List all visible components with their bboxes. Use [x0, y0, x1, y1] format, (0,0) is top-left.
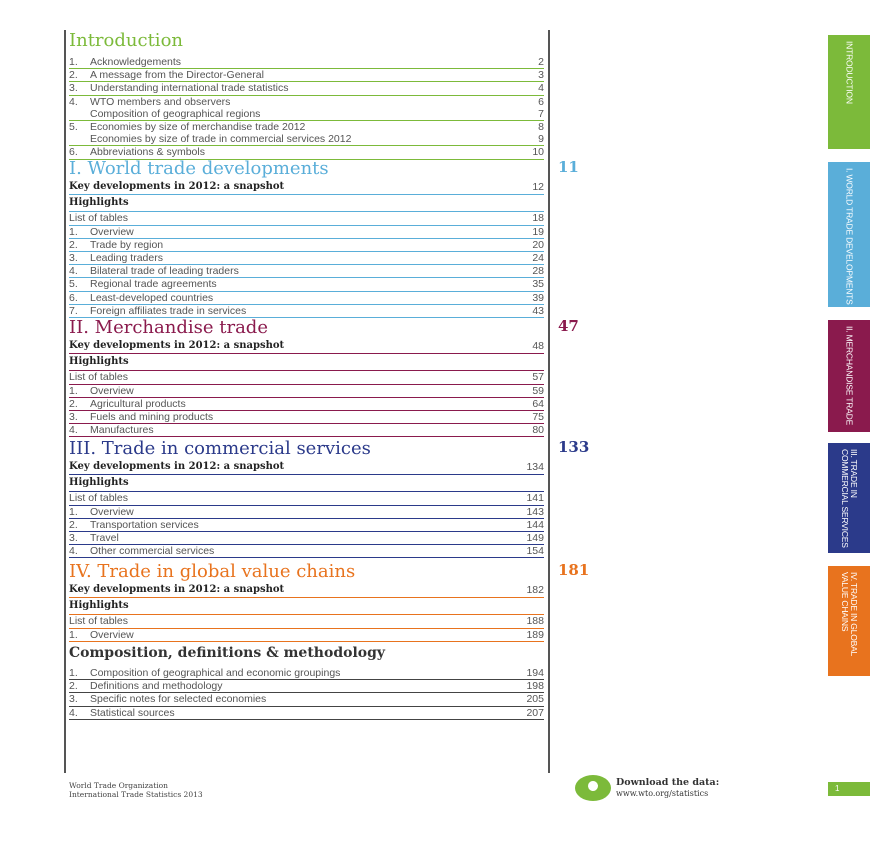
- entry-label: Key developments in 2012: a snapshot: [69, 181, 285, 192]
- toc-entry[interactable]: [69, 492, 544, 505]
- toc-entry[interactable]: [69, 69, 544, 82]
- entry-page: 189: [526, 628, 544, 641]
- entry-page: 154: [526, 545, 544, 558]
- entry-label: Agricultural products: [90, 397, 186, 410]
- entry-number: 3.: [69, 82, 78, 95]
- entry-label: List of tables: [69, 492, 128, 505]
- entry-page: 18: [532, 212, 544, 225]
- toc-entry[interactable]: [69, 385, 544, 398]
- entry-page: 144: [526, 518, 544, 531]
- toc-entry[interactable]: [69, 371, 544, 384]
- entry-label: List of tables: [69, 212, 128, 225]
- toc-entry[interactable]: [69, 339, 544, 354]
- toc-entry[interactable]: [69, 96, 544, 108]
- toc-entry[interactable]: [69, 693, 544, 706]
- tab-label: III. TRADE IN COMMERCIAL SERVICES: [840, 449, 859, 548]
- entry-label: Overview: [90, 505, 134, 518]
- entry-page: 194: [526, 667, 544, 679]
- entry-number: 4.: [69, 545, 78, 558]
- footer-org: World Trade Organization: [69, 781, 168, 790]
- tab-introduction[interactable]: [828, 35, 870, 149]
- entry-number: 1.: [69, 225, 78, 238]
- entry-page: 43: [532, 304, 544, 317]
- toc-entry[interactable]: [69, 226, 544, 239]
- toc-entry[interactable]: [69, 545, 544, 558]
- entry-number: 5.: [69, 121, 78, 134]
- entry-page: 149: [526, 532, 544, 545]
- entry-number: 2.: [69, 238, 78, 251]
- entry-number: 4.: [69, 424, 78, 437]
- entry-page: 2: [538, 56, 544, 68]
- entry-label: Specific notes for selected economies: [90, 693, 267, 706]
- toc-entry[interactable]: [69, 265, 544, 278]
- entry-number: 1.: [69, 628, 78, 641]
- section-world-trade: [69, 158, 579, 318]
- entry-label: Composition of geographical and economic groupings: [90, 667, 341, 679]
- section-page: 133: [558, 438, 590, 456]
- tab-global-value-chains[interactable]: [828, 566, 870, 676]
- entry-label: Key developments in 2012: a snapshot: [69, 584, 285, 595]
- section-title: I. World trade developments: [69, 158, 329, 179]
- entry-page: 6: [538, 95, 544, 108]
- toc-entry[interactable]: [69, 133, 544, 146]
- entry-page: 9: [538, 133, 544, 146]
- highlights-heading[interactable]: [69, 598, 544, 615]
- entry-label: Definitions and methodology: [90, 680, 223, 693]
- toc-entry[interactable]: [69, 629, 544, 642]
- entry-number: 2.: [69, 69, 78, 82]
- entry-page: 134: [526, 461, 544, 473]
- footer-publication-title: International Trade Statistics 2013: [69, 790, 203, 799]
- entry-page: 19: [532, 225, 544, 238]
- entry-label: Bilateral trade of leading traders: [90, 265, 239, 278]
- entry-label: Leading traders: [90, 252, 163, 265]
- toc-entry[interactable]: [69, 82, 544, 95]
- entry-page: 28: [532, 265, 544, 278]
- toc-entry[interactable]: [69, 519, 544, 532]
- entry-page: 188: [526, 615, 544, 628]
- highlights-heading[interactable]: [69, 195, 544, 212]
- section-global-value-chains: [69, 561, 590, 642]
- entry-number: [69, 133, 90, 145]
- entry-number: [69, 108, 90, 120]
- entry-number: 6.: [69, 291, 78, 304]
- entry-label: Highlights: [69, 197, 129, 209]
- entry-number: 3.: [69, 411, 78, 424]
- entry-number: 3.: [69, 532, 78, 545]
- toc-entry[interactable]: [69, 506, 544, 519]
- entry-page: 80: [532, 424, 544, 437]
- section-introduction: [69, 30, 544, 160]
- entry-label: Statistical sources: [90, 706, 175, 719]
- entry-number: 4.: [69, 265, 78, 278]
- entry-number: 5.: [69, 278, 78, 291]
- toc-entry[interactable]: [69, 398, 544, 411]
- entry-label: Overview: [90, 225, 134, 238]
- entry-page: 4: [538, 82, 544, 95]
- section-merchandise-trade: [69, 317, 579, 437]
- entry-page: 12: [532, 181, 544, 193]
- entry-number: 4.: [69, 706, 78, 719]
- entry-label: Acknowledgements: [90, 56, 182, 68]
- entry-page: 57: [532, 371, 544, 384]
- toc-entry[interactable]: [69, 108, 544, 121]
- entry-label: Highlights: [69, 477, 129, 489]
- download-data-link[interactable]: [575, 775, 719, 801]
- entry-page: 75: [532, 411, 544, 424]
- section-title: III. Trade in commercial services: [69, 438, 371, 459]
- tab-label: IV. TRADE IN GLOBAL VALUE CHAINS: [840, 572, 859, 656]
- entry-page: 3: [538, 69, 544, 82]
- entry-label: Overview: [90, 384, 134, 397]
- entry-label: Highlights: [69, 600, 129, 612]
- toc-entry[interactable]: [69, 667, 544, 680]
- footer-publication: [69, 781, 203, 799]
- section-page: 47: [558, 317, 579, 335]
- entry-number: 6.: [69, 146, 78, 159]
- entry-page: 39: [532, 291, 544, 304]
- highlights-heading[interactable]: [69, 354, 544, 371]
- entry-page: 35: [532, 278, 544, 291]
- entry-label: A message from the Director-General: [90, 69, 264, 82]
- entry-label: Manufactures: [90, 424, 154, 437]
- left-rule: [64, 30, 66, 773]
- entry-label: Trade by region: [90, 238, 164, 251]
- entry-number: 3.: [69, 252, 78, 265]
- entry-number: 3.: [69, 693, 78, 706]
- entry-page: 7: [538, 107, 544, 120]
- entry-number: 1.: [69, 667, 78, 679]
- entry-number: 2.: [69, 518, 78, 531]
- entry-label: Abbreviations & symbols: [90, 146, 205, 159]
- entry-label: Regional trade agreements: [90, 278, 217, 291]
- toc-entry[interactable]: [69, 615, 544, 628]
- entry-page: 8: [538, 121, 544, 134]
- entry-number: 4.: [69, 95, 78, 108]
- entry-label: Highlights: [69, 356, 129, 368]
- section-page: 11: [558, 158, 579, 176]
- entry-page: 141: [526, 492, 544, 505]
- entry-number: 1.: [69, 505, 78, 518]
- entry-label: Fuels and mining products: [90, 411, 214, 424]
- entry-label: List of tables: [69, 615, 128, 628]
- entry-label: Key developments in 2012: a snapshot: [69, 461, 285, 472]
- toc-entry[interactable]: [69, 532, 544, 545]
- entry-label: Travel: [90, 532, 119, 545]
- entry-number: 1.: [69, 56, 78, 68]
- toc-entry[interactable]: [69, 239, 544, 252]
- entry-label: Composition of geographical regions: [90, 107, 261, 120]
- entry-label: Economies by size of trade in commercial services 2012: [90, 133, 352, 146]
- toc-entry[interactable]: [69, 292, 544, 305]
- entry-page: 182: [526, 584, 544, 596]
- tab-label: I. WORLD TRADE DEVELOPMENTS: [844, 168, 855, 305]
- tab-commercial-services[interactable]: [828, 443, 870, 553]
- tab-label: II. MERCHANDISE TRADE: [844, 326, 855, 426]
- download-title: Download the data:: [616, 777, 720, 788]
- entry-page: 48: [532, 340, 544, 352]
- toc-entry[interactable]: [69, 680, 544, 693]
- section-composition: [69, 642, 544, 720]
- entry-page: 205: [526, 693, 544, 706]
- entry-label: Understanding international trade statistics: [90, 82, 289, 95]
- right-rule: [548, 30, 550, 773]
- toc-entry[interactable]: [69, 460, 544, 475]
- entry-page: 198: [526, 680, 544, 693]
- entry-page: 20: [532, 238, 544, 251]
- tab-world-trade-developments[interactable]: [828, 162, 870, 307]
- toc-entry[interactable]: [69, 252, 544, 265]
- entry-page: 24: [532, 252, 544, 265]
- toc-entry[interactable]: [69, 707, 544, 720]
- entry-label: List of tables: [69, 371, 128, 384]
- page-number: 1: [828, 782, 870, 796]
- section-title: Introduction: [69, 30, 183, 51]
- entry-label: Economies by size of merchandise trade 2012: [90, 121, 306, 134]
- entry-number: 2.: [69, 397, 78, 410]
- section-title: II. Merchandise trade: [69, 317, 268, 338]
- entry-label: Foreign affiliates trade in services: [90, 304, 247, 317]
- toc-entry[interactable]: [69, 411, 544, 424]
- download-cloud-icon: [575, 775, 611, 801]
- toc-entry[interactable]: [69, 278, 544, 291]
- entry-page: 207: [526, 706, 544, 719]
- toc-entry[interactable]: [69, 583, 544, 598]
- entry-page: 64: [532, 397, 544, 410]
- section-commercial-services: [69, 438, 590, 558]
- section-title: IV. Trade in global value chains: [69, 561, 356, 582]
- entry-label: WTO members and observers: [90, 95, 231, 108]
- section-page: 181: [558, 561, 590, 579]
- entry-label: Other commercial services: [90, 545, 215, 558]
- entry-number: 2.: [69, 680, 78, 693]
- toc-entry[interactable]: [69, 424, 544, 437]
- toc-entry[interactable]: [69, 212, 544, 225]
- highlights-heading[interactable]: [69, 475, 544, 492]
- entry-number: 7.: [69, 304, 78, 317]
- tab-label: INTRODUCTION: [844, 41, 855, 104]
- entry-label: Least-developed countries: [90, 291, 214, 304]
- entry-number: 1.: [69, 384, 78, 397]
- toc-entry[interactable]: [69, 121, 544, 133]
- download-url[interactable]: www.wto.org/statistics: [616, 789, 709, 798]
- entry-page: 59: [532, 384, 544, 397]
- toc-entry[interactable]: [69, 56, 544, 69]
- entry-label: Key developments in 2012: a snapshot: [69, 340, 285, 351]
- toc-entry[interactable]: [69, 180, 544, 195]
- entry-page: 10: [532, 146, 544, 159]
- section-title: Composition, definitions & methodology: [69, 645, 386, 661]
- entry-label: Transportation services: [90, 518, 199, 531]
- entry-label: Overview: [90, 628, 134, 641]
- entry-page: 143: [526, 505, 544, 518]
- tab-merchandise-trade[interactable]: [828, 320, 870, 432]
